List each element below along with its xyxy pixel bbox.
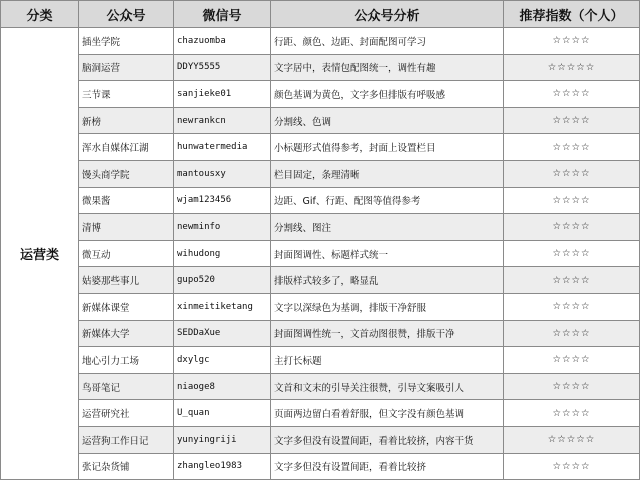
table-row — [1, 81, 640, 108]
account-name-cell: 运营研究社 — [79, 400, 174, 427]
account-name-cell: 馒头商学院 — [79, 160, 174, 187]
analysis-cell: 文首和文末的引导关注很赞，引导文案吸引人 — [271, 373, 504, 400]
wechat-id-cell: yunyingriji — [174, 426, 271, 453]
table-body — [1, 28, 640, 480]
rating-cell: ☆☆☆☆ — [504, 81, 640, 108]
account-name-cell: 新媒体大学 — [79, 320, 174, 347]
account-name-cell: 运营狗工作日记 — [79, 426, 174, 453]
analysis-cell: 分割线、色调 — [271, 107, 504, 134]
table-row — [1, 373, 640, 400]
analysis-cell: 行距、颜色、边距、封面配图可学习 — [271, 28, 504, 55]
account-name-cell: 插坐学院 — [79, 28, 174, 55]
analysis-cell: 文字居中，表情包配图统一，调性有趣 — [271, 54, 504, 81]
wechat-id-cell: newminfo — [174, 214, 271, 241]
analysis-cell: 文字多但没有设置间距，看着比较挤，内容干货 — [271, 426, 504, 453]
analysis-cell: 排版样式较多了，略显乱 — [271, 267, 504, 294]
header-rating: 推荐指数（个人） — [504, 1, 640, 28]
wechat-id-cell: gupo520 — [174, 267, 271, 294]
header-account: 公众号 — [79, 1, 174, 28]
category-cell: 运营类 — [1, 28, 79, 480]
wechat-id-cell: dxylgc — [174, 347, 271, 374]
wechat-id-cell: hunwatermedia — [174, 134, 271, 161]
rating-cell: ☆☆☆☆ — [504, 293, 640, 320]
rating-cell: ☆☆☆☆☆ — [504, 54, 640, 81]
rating-cell: ☆☆☆☆ — [504, 400, 640, 427]
table-row — [1, 187, 640, 214]
wechat-id-cell: wihudong — [174, 240, 271, 267]
account-name-cell: 微互动 — [79, 240, 174, 267]
analysis-cell: 分割线、图注 — [271, 214, 504, 241]
analysis-cell: 主打长标题 — [271, 347, 504, 374]
wechat-id-cell: newrankcn — [174, 107, 271, 134]
account-name-cell: 微果酱 — [79, 187, 174, 214]
account-name-cell: 新媒体课堂 — [79, 293, 174, 320]
header-row — [1, 1, 640, 28]
header-analysis: 公众号分析 — [271, 1, 504, 28]
rating-cell: ☆☆☆☆ — [504, 267, 640, 294]
analysis-cell: 小标题形式值得参考，封面上设置栏目 — [271, 134, 504, 161]
wechat-id-cell: SEDDaXue — [174, 320, 271, 347]
table-row — [1, 320, 640, 347]
account-name-cell: 脑洞运营 — [79, 54, 174, 81]
wechat-id-cell: chazuomba — [174, 28, 271, 55]
wechat-id-cell: DDYY5555 — [174, 54, 271, 81]
wechat-id-cell: zhangleo1983 — [174, 453, 271, 480]
account-name-cell: 浑水自媒体江湖 — [79, 134, 174, 161]
rating-cell: ☆☆☆☆ — [504, 134, 640, 161]
rating-cell: ☆☆☆☆ — [504, 28, 640, 55]
rating-cell: ☆☆☆☆ — [504, 240, 640, 267]
table-row — [1, 134, 640, 161]
table-row — [1, 28, 640, 55]
account-name-cell: 清博 — [79, 214, 174, 241]
analysis-cell: 封面图调性、标题样式统一 — [271, 240, 504, 267]
table-row — [1, 160, 640, 187]
table-row — [1, 214, 640, 241]
table-row — [1, 240, 640, 267]
wechat-id-cell: mantousxy — [174, 160, 271, 187]
table-row — [1, 347, 640, 374]
analysis-cell: 文字多但没有设置间距，看着比较挤 — [271, 453, 504, 480]
account-name-cell: 三节课 — [79, 81, 174, 108]
analysis-cell: 文字以深绿色为基调，排版干净舒服 — [271, 293, 504, 320]
table-row — [1, 426, 640, 453]
rating-cell: ☆☆☆☆ — [504, 187, 640, 214]
table-row — [1, 107, 640, 134]
wechat-id-cell: wjam123456 — [174, 187, 271, 214]
rating-cell: ☆☆☆☆ — [504, 347, 640, 374]
analysis-cell: 边距、Gif、行距、配图等值得参考 — [271, 187, 504, 214]
rating-cell: ☆☆☆☆☆ — [504, 426, 640, 453]
account-name-cell: 姑婆那些事儿 — [79, 267, 174, 294]
analysis-cell: 栏目固定，条理清晰 — [271, 160, 504, 187]
account-name-cell: 张记杂货铺 — [79, 453, 174, 480]
rating-cell: ☆☆☆☆ — [504, 214, 640, 241]
rating-cell: ☆☆☆☆ — [504, 107, 640, 134]
header-category: 分类 — [1, 1, 79, 28]
wechat-id-cell: sanjieke01 — [174, 81, 271, 108]
wechat-id-cell: U_quan — [174, 400, 271, 427]
header-wechat-id: 微信号 — [174, 1, 271, 28]
analysis-cell: 页面两边留白看着舒服，但文字没有颜色基调 — [271, 400, 504, 427]
table-row — [1, 293, 640, 320]
table-row — [1, 54, 640, 81]
rating-cell: ☆☆☆☆ — [504, 453, 640, 480]
wechat-id-cell: niaoge8 — [174, 373, 271, 400]
account-name-cell: 新榜 — [79, 107, 174, 134]
rating-cell: ☆☆☆☆ — [504, 320, 640, 347]
rating-cell: ☆☆☆☆ — [504, 160, 640, 187]
table-row — [1, 267, 640, 294]
analysis-cell: 封面图调性统一，文首动图很赞，排版干净 — [271, 320, 504, 347]
account-name-cell: 鸟哥笔记 — [79, 373, 174, 400]
analysis-cell: 颜色基调为黄色，文字多但排版有呼吸感 — [271, 81, 504, 108]
rating-cell: ☆☆☆☆ — [504, 373, 640, 400]
wechat-id-cell: xinmeitiketang — [174, 293, 271, 320]
account-name-cell: 地心引力工场 — [79, 347, 174, 374]
table-row — [1, 400, 640, 427]
table-row — [1, 453, 640, 480]
